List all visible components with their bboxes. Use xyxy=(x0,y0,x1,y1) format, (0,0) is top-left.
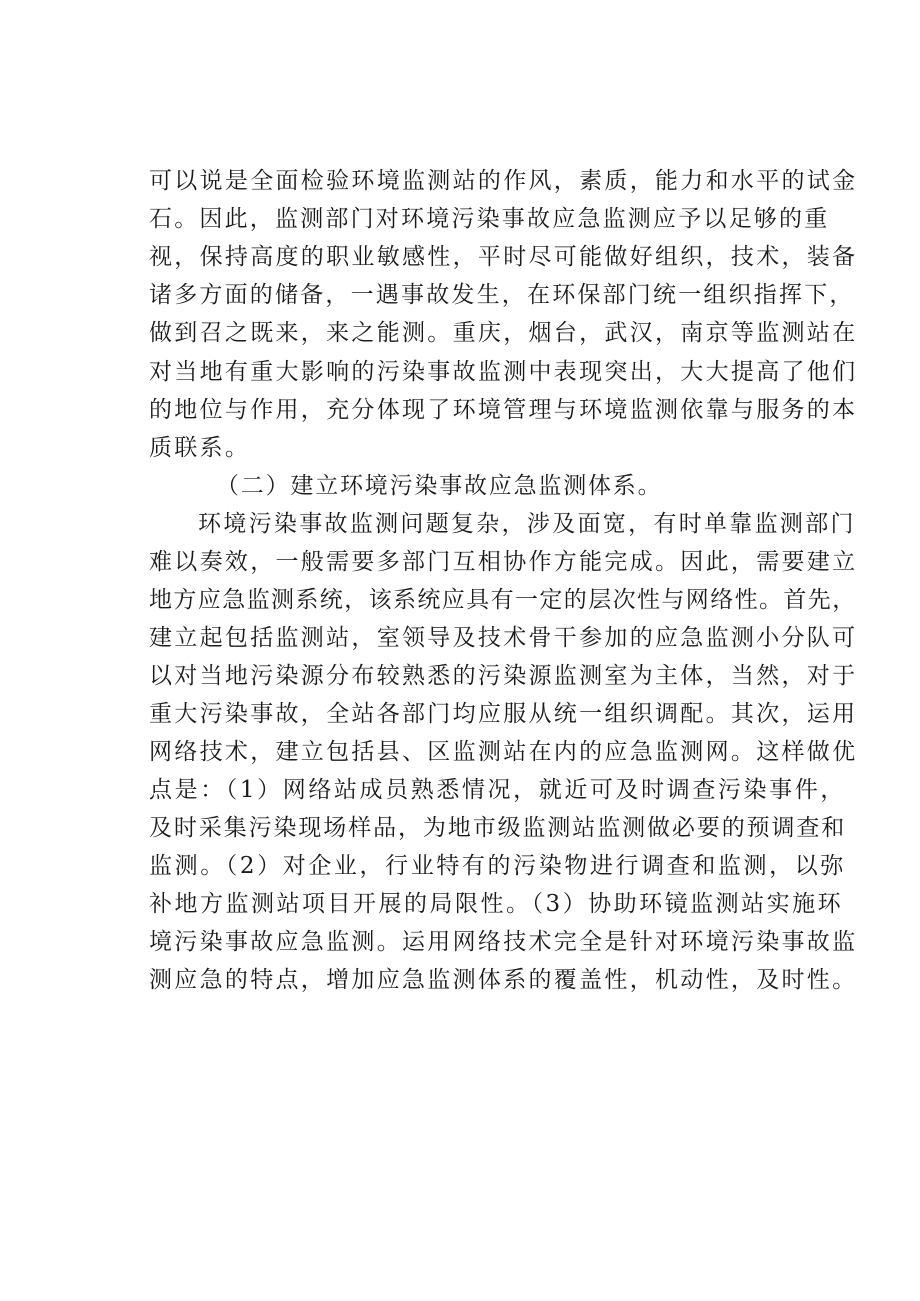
heading-line: （二）建立环境污染事故应急监测体系。 xyxy=(216,473,663,499)
text-line: 点是：（1）网络站成员熟悉情况，就近可及时调查污染事件， xyxy=(149,777,846,803)
text-line: 环境污染事故监测问题复杂，涉及面宽，有时单靠监测部门 xyxy=(198,511,856,537)
text-line: 境污染事故应急监测。运用网络技术完全是针对环境污染事故监 xyxy=(149,929,858,955)
text-line: 及时采集污染现场样品，为地市级监测站监测做必要的预调查和 xyxy=(149,815,847,841)
text-line: 以对当地污染源分布较熟悉的污染源监测室为主体，当然，对于 xyxy=(149,663,858,689)
text-line: 网络技术，建立包括县、区监测站在内的应急监测网。这样做优 xyxy=(149,739,858,765)
text-line: 对当地有重大影响的污染事故监测中表现突出，大大提高了他们 xyxy=(149,359,858,385)
text-line: 视，保持高度的职业敏感性，平时尽可能做好组织，技术，装备 xyxy=(149,244,858,270)
text-line: 监测。（2）对企业，行业特有的污染物进行调查和监测，以弥 xyxy=(149,853,846,879)
text-line: 建立起包括监测站，室领导及技术骨干参加的应急监测小分队可 xyxy=(149,625,858,651)
text-line: 难以奏效，一般需要多部门互相协作方能完成。因此，需要建立 xyxy=(149,549,858,575)
text-line: 诸多方面的储备，一遇事故发生，在环保部门统一组织指挥下， xyxy=(149,282,855,308)
text-line: 补地方监测站项目开展的局限性。（3）协助环镜监测站实施环 xyxy=(149,891,844,917)
text-line: 的地位与作用，充分体现了环境管理与环境监测依靠与服务的本 xyxy=(149,397,858,423)
text-line: 可以说是全面检验环境监测站的作风，素质，能力和水平的试金 xyxy=(149,168,858,194)
text-line: 石。因此，监测部门对环境污染事故应急监测应予以足够的重 xyxy=(149,206,830,232)
text-line: 测应急的特点，增加应急监测体系的覆盖性，机动性，及时性。 xyxy=(149,967,858,993)
text-line: 重大污染事故，全站各部门均应服从统一组织调配。其次，运用 xyxy=(149,701,858,727)
text-line: 地方应急监测系统，该系统应具有一定的层次性与网络性。首先， xyxy=(149,587,857,613)
text-line: 质联系。 xyxy=(149,435,251,461)
text-line: 做到召之既来，来之能测。重庆，烟台，武汉，南京等监测站在 xyxy=(149,320,858,346)
